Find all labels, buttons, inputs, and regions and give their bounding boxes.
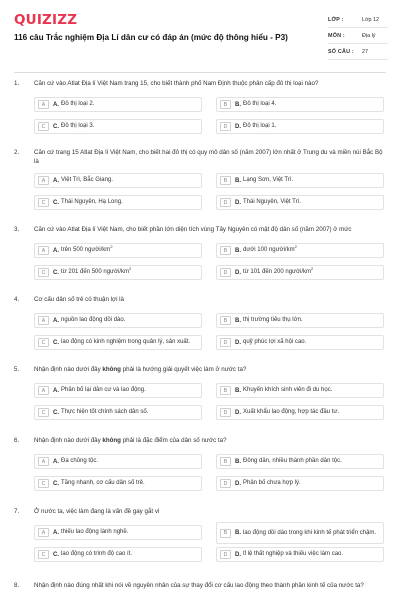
question-text — [34, 437, 384, 446]
option-letter: A. — [53, 458, 59, 465]
option-badge: D — [220, 268, 231, 277]
option-letter: C. — [53, 409, 59, 416]
option-badge: A — [38, 528, 49, 537]
option-text: thị trường tiêu thụ lớn. — [243, 317, 303, 324]
meta-row-count — [328, 44, 388, 60]
question-number: 7. — [14, 508, 20, 515]
option-badge: B — [220, 246, 231, 255]
question-text: Căn cứ vào Atlat Địa lí Việt Nam, cho biết phần lớn diện tích vùng Tây Nguyên có mật độ dân số (năm 2007) ở mức — [34, 226, 352, 233]
option-letter: D. — [235, 123, 241, 130]
question-number: 8. — [14, 582, 20, 589]
option-text — [243, 246, 297, 254]
option-letter: C. — [53, 269, 59, 276]
option-badge: D — [220, 479, 231, 488]
option-badge: A — [38, 386, 49, 395]
option-text: Khuyến khích sinh viên đi du học. — [243, 387, 333, 394]
option-text-main: trên 500 người/km — [61, 247, 111, 254]
option-b[interactable] — [216, 383, 384, 398]
option-badge: C — [38, 268, 49, 277]
option-letter: A. — [53, 247, 59, 254]
option-badge: B — [220, 457, 231, 466]
option-letter: C. — [53, 551, 59, 558]
meta-value: Lớp 12 — [362, 16, 380, 23]
superscript: 2 — [110, 244, 113, 250]
option-text: thiếu lao động lành nghề. — [61, 529, 129, 536]
option-letter: B. — [235, 101, 241, 108]
option-c[interactable] — [34, 265, 202, 280]
option-text: Đô thị loại 2. — [61, 101, 95, 108]
option-badge: A — [38, 100, 49, 109]
option-letter: B. — [235, 387, 241, 394]
option-text: Phân bố lại dân cư và lao động. — [61, 387, 146, 394]
option-text: Đô thị loại 3. — [61, 123, 95, 130]
meta-row-subject — [328, 28, 388, 44]
option-text: Việt Trì, Bắc Giang. — [61, 177, 113, 184]
option-text — [61, 246, 113, 254]
option-letter: B. — [235, 247, 241, 254]
option-text: lao động có kinh nghiệm trong quản lý, sản xuất. — [61, 339, 191, 346]
option-c[interactable] — [34, 547, 202, 562]
option-b[interactable] — [216, 522, 384, 544]
option-a[interactable] — [34, 313, 202, 328]
option-letter: C. — [53, 199, 59, 206]
option-letter: B. — [235, 458, 241, 465]
option-text: quỹ phúc lợi xã hội cao. — [243, 339, 307, 346]
header-divider — [14, 72, 386, 73]
question-text-pre: Nhận định nào dưới đây — [34, 437, 103, 444]
option-badge: D — [220, 122, 231, 131]
page-header — [0, 0, 400, 66]
option-badge: B — [220, 529, 231, 538]
question-text: Căn cứ trang 15 Atlat Địa lí Việt Nam, cho biết hai đô thị có quy mô dân số (năm 2007) lớn nhất ở Trung du và miền núi Bắc Bộ là — [34, 149, 383, 165]
option-letter: B. — [235, 530, 241, 536]
option-text: Đa chủng tộc. — [61, 458, 99, 465]
option-letter: C. — [53, 480, 59, 487]
question-number: 4. — [14, 296, 20, 303]
option-d[interactable] — [216, 547, 384, 562]
superscript: 2 — [294, 244, 297, 250]
option-text: Phân bố chưa hợp lý. — [243, 480, 301, 487]
option-d[interactable] — [216, 405, 384, 420]
option-c[interactable] — [34, 119, 202, 134]
option-b[interactable] — [216, 454, 384, 469]
option-d[interactable] — [216, 265, 384, 280]
option-letter: D. — [235, 551, 241, 558]
option-c[interactable] — [34, 405, 202, 420]
document-title: 116 câu Trắc nghiệm Địa Lí dân cư có đáp án (mức độ thông hiểu - P3) — [14, 33, 288, 42]
question-number: 1. — [14, 80, 20, 87]
question-text: Căn cứ vào Atlat Địa lí Việt Nam trang 15, cho biết thành phố Nam Định thuộc phân cấp đô thị loại nào? — [34, 80, 319, 87]
question-text-post: phải là hướng giải quyết việc làm ở nước ta? — [120, 366, 247, 373]
question-keyword: không — [102, 437, 121, 444]
option-badge: B — [220, 100, 231, 109]
option-badge: A — [38, 176, 49, 185]
meta-value: Địa lý — [362, 32, 376, 39]
option-a[interactable] — [34, 454, 202, 469]
option-d[interactable] — [216, 119, 384, 134]
option-badge: C — [38, 338, 49, 347]
option-text: Thái Nguyên, Hạ Long. — [61, 199, 123, 206]
option-b[interactable] — [216, 313, 384, 328]
option-text: Lạng Sơn, Việt Trì. — [243, 177, 294, 184]
question-number: 6. — [14, 437, 20, 444]
option-badge: C — [38, 550, 49, 559]
option-text: Đô thị loại 1. — [243, 123, 277, 130]
option-letter: A. — [53, 387, 59, 394]
question-keyword: không — [102, 366, 121, 373]
option-letter: B. — [235, 177, 241, 184]
option-text: Xuất khẩu lao động, hợp tác đầu tư. — [243, 409, 340, 416]
option-letter: D. — [235, 199, 241, 206]
meta-info — [328, 12, 388, 60]
option-text: Thực hiện tốt chính sách dân số. — [61, 409, 149, 416]
option-b[interactable] — [216, 173, 384, 188]
option-letter: C. — [53, 123, 59, 130]
option-badge: D — [220, 550, 231, 559]
option-text: lao động dồi dào trong khi kinh tế phát triển chậm. — [243, 529, 377, 536]
option-badge: A — [38, 457, 49, 466]
option-a[interactable] — [34, 383, 202, 398]
option-letter: B. — [235, 317, 241, 324]
option-text: lao động có trình độ cao ít. — [61, 551, 133, 558]
option-c[interactable] — [34, 476, 202, 491]
option-badge: B — [220, 176, 231, 185]
option-text-main: dưới 100 người/km — [243, 247, 295, 254]
option-badge: A — [38, 316, 49, 325]
quizizz-logo: QUIZIZZ — [14, 12, 78, 28]
question-text: Nhận định nào đúng nhất khi nói về nguyên nhân của sự thay đổi cơ cấu lao động theo thành phần kinh tế của nước ta? — [34, 582, 364, 589]
option-d[interactable] — [216, 476, 384, 491]
option-badge: C — [38, 122, 49, 131]
question-number: 2. — [14, 149, 20, 156]
option-letter: A. — [53, 101, 59, 108]
superscript: 2 — [129, 266, 132, 272]
question-text: Cơ cấu dân số trẻ có thuận lợi là — [34, 296, 124, 303]
option-b[interactable] — [216, 97, 384, 112]
question-text — [34, 366, 384, 375]
question-text: Ở nước ta, việc làm đang là vấn đề gay gắt vì — [34, 508, 160, 515]
question-text-pre: Nhận định nào dưới đây — [34, 366, 103, 373]
option-a[interactable] — [34, 97, 202, 112]
option-letter: A. — [53, 317, 59, 324]
option-text-main: từ 101 đến 200 người/km — [243, 269, 312, 276]
meta-value: 27 — [362, 48, 368, 55]
option-text: tỉ lệ thất nghiệp và thiếu việc làm cao. — [243, 551, 344, 558]
option-badge: C — [38, 479, 49, 488]
superscript: 2 — [311, 266, 314, 272]
option-letter: A. — [53, 529, 59, 536]
option-c[interactable] — [34, 195, 202, 210]
option-letter: A. — [53, 177, 59, 184]
option-text — [61, 268, 131, 276]
question-number: 5. — [14, 366, 20, 373]
option-badge: D — [220, 198, 231, 207]
option-text: Tăng nhanh, cơ cấu dân số trẻ. — [61, 480, 145, 487]
option-badge: B — [220, 386, 231, 395]
option-letter: D. — [235, 269, 241, 276]
option-badge: D — [220, 408, 231, 417]
option-badge: C — [38, 408, 49, 417]
meta-row-class — [328, 12, 388, 28]
option-letter: C. — [53, 339, 59, 346]
option-badge: C — [38, 198, 49, 207]
question-number: 3. — [14, 226, 20, 233]
option-text — [243, 268, 313, 276]
option-a[interactable] — [34, 243, 202, 258]
option-a[interactable] — [34, 525, 202, 540]
option-d[interactable] — [216, 195, 384, 210]
option-letter: D. — [235, 409, 241, 416]
option-badge: D — [220, 338, 231, 347]
option-badge: A — [38, 246, 49, 255]
option-d[interactable] — [216, 335, 384, 350]
option-letter: D. — [235, 339, 241, 346]
question-text-post: phải là đặc điểm của dân số nước ta? — [120, 437, 227, 444]
meta-label: LỚP : — [328, 16, 344, 23]
option-letter: D. — [235, 480, 241, 487]
option-text-main: từ 201 đến 500 người/km — [61, 269, 130, 276]
option-text: Đông dân, nhiều thành phần dân tộc. — [243, 458, 342, 465]
option-a[interactable] — [34, 173, 202, 188]
meta-label: SỐ CÂU : — [328, 48, 354, 55]
meta-label: MÔN : — [328, 32, 345, 39]
option-b[interactable] — [216, 243, 384, 258]
option-text: Thái Nguyên, Việt Trì. — [243, 199, 301, 206]
option-c[interactable] — [34, 335, 202, 350]
option-text: Đô thị loại 4. — [243, 101, 277, 108]
option-badge: B — [220, 316, 231, 325]
option-text: nguồn lao động dồi dào. — [61, 317, 126, 324]
